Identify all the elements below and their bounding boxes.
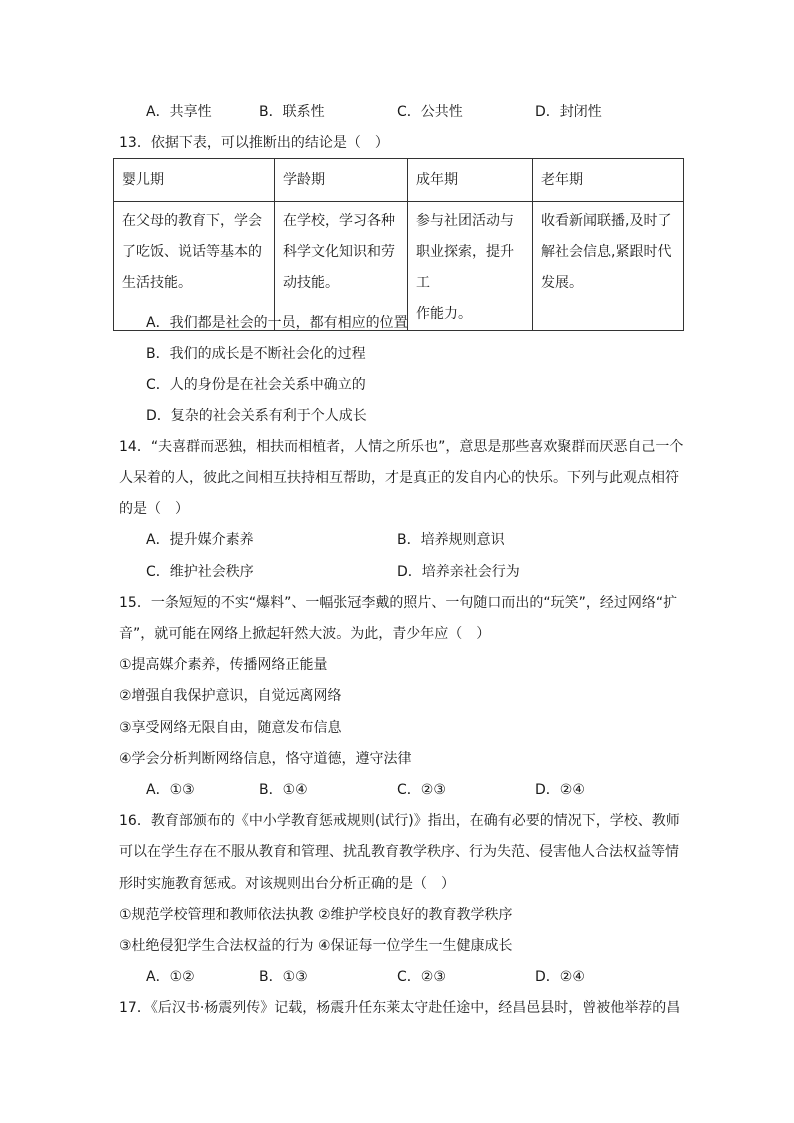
q15-option-d: D．②④ (535, 782, 585, 798)
cell-line: 生活技能。 (122, 275, 192, 291)
q13-option-b: B．我们的成长是不断社会化的过程 (146, 346, 366, 362)
q15-statement-2: ②增强自我保护意识，自觉远离网络 (119, 688, 342, 704)
q15-statement-4: ④学会分析判断网络信息，恪守道德，遵守法律 (119, 751, 412, 767)
cell-line: 科学文化知识和劳 (283, 244, 395, 260)
table-row (114, 202, 684, 331)
q15-option-a: A．①③ (146, 782, 195, 798)
cell-line: 解社会信息,紧跟时代 (541, 244, 672, 260)
q13-option-d: D．复杂的社会关系有利于个人成长 (146, 408, 367, 424)
table-header-cell: 婴儿期 (114, 159, 275, 202)
table-cell (275, 202, 408, 331)
q12-option-a: A．共享性 (146, 104, 212, 120)
table-cell (114, 202, 275, 331)
cell-line: 在父母的教育下，学会 (122, 213, 262, 229)
q16-stem-line: 16．教育部颁布的《中小学教育惩戒规则(试行)》指出，在确有必要的情况下，学校、教师 (119, 813, 680, 829)
cell-line: 动技能。 (283, 275, 339, 291)
q13-table (113, 158, 684, 331)
q15-option-c: C．②③ (397, 782, 446, 798)
q14-stem-line: 14．“夫喜群而恶独，相扶而相植者，人情之所乐也”，意思是那些喜欢聚群而厌恶自己一个 (119, 439, 684, 455)
q16-option-d: D．②④ (535, 969, 585, 985)
q14-option-d: D．培养亲社会行为 (397, 564, 520, 580)
q14-option-b: B．培养规则意识 (397, 532, 505, 548)
q16-option-c: C．②③ (397, 969, 446, 985)
q12-option-c: C．公共性 (397, 104, 463, 120)
q14-option-a: A．提升媒介素养 (146, 532, 254, 548)
table-cell (408, 202, 533, 331)
q16-option-b: B．①③ (259, 969, 308, 985)
cell-line: 收看新闻联播,及时了 (541, 213, 672, 229)
q16-stem-line: 形时实施教育惩戒。对该规则出台分析正确的是（ ） (119, 876, 455, 892)
cell-line: 参与社团活动与 (416, 213, 514, 229)
cell-line: 在学校，学习各种 (283, 213, 395, 229)
q13-option-a: A．我们都是社会的一员，都有相应的位置 (146, 315, 408, 331)
q15-statement-3: ③享受网络无限自由，随意发布信息 (119, 720, 342, 736)
q14-option-c: C．维护社会秩序 (146, 564, 254, 580)
q15-option-b: B．①④ (259, 782, 308, 798)
q16-option-a: A．①② (146, 969, 195, 985)
cell-line: 了吃饭、说话等基本的 (122, 244, 262, 260)
q17-stem-line: 17．《后汉书·杨震列传》记载，杨震升任东莱太守赴任途中，经昌邑县时，曾被他举荐的昌 (119, 1000, 681, 1016)
cell-line: 发展。 (541, 275, 583, 291)
q13-option-c: C．人的身份是在社会关系中确立的 (146, 377, 366, 393)
q16-statements-line-2: ③杜绝侵犯学生合法权益的行为 ④保证每一位学生一生健康成长 (119, 938, 513, 954)
q13-stem: 13．依据下表，可以推断出的结论是（ ） (119, 135, 389, 151)
q16-statements-line-1: ①规范学校管理和教师依法执教 ②维护学校良好的教育教学秩序 (119, 907, 513, 923)
q14-stem-line: 的是（ ） (119, 501, 189, 517)
table-header-row (114, 159, 684, 202)
q12-option-b: B．联系性 (259, 104, 325, 120)
table-header-cell: 成年期 (408, 159, 533, 202)
q14-stem-line: 人呆着的人，彼此之间相互扶持相互帮助，才是真正的发自内心的快乐。下列与此观点相符 (119, 470, 679, 486)
table-cell (533, 202, 684, 331)
table-header-cell: 老年期 (533, 159, 684, 202)
q15-stem-line: 15．一条短短的不实“爆料”、一幅张冠李戴的照片、一句随口而出的“玩笑”，经过网络“扩 (119, 595, 678, 611)
q12-option-d: D．封闭性 (535, 104, 602, 120)
q15-stem-line: 音”，就可能在网络上掀起轩然大波。为此，青少年应（ ） (119, 626, 491, 642)
q16-stem-line: 可以在学生存在不服从教育和管理、扰乱教育教学秩序、行为失范、侵害他人合法权益等情 (119, 844, 679, 860)
table-header-cell: 学龄期 (275, 159, 408, 202)
cell-line: 职业探索，提升工 (416, 244, 514, 291)
cell-line: 作能力。 (416, 306, 472, 322)
q15-statement-1: ①提高媒介素养，传播网络正能量 (119, 657, 328, 673)
